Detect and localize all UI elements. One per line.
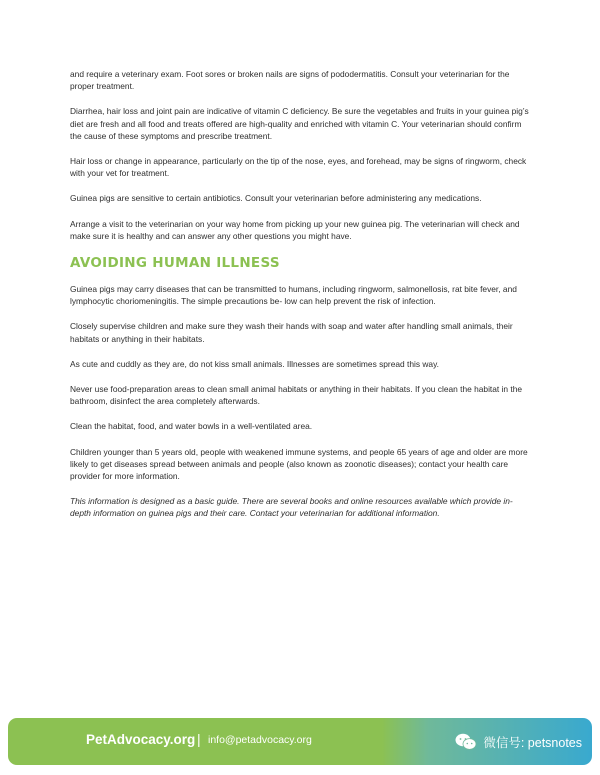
paragraph-vitamin-c: Diarrhea, hair loss and joint pain are indicative of vitamin C deficiency. Be sure the vegetables and fruits in your guinea pig’s diet are fresh and all food and treats offered are high-quality and enriched with vitamin C. Your veterinarian should confirm the cause of these symptoms and prescribe treatment. <box>70 106 529 141</box>
paragraph-pododermatitis: and require a veterinary exam. Foot sores or broken nails are signs of pododermatitis. Consult your veterinarian for the proper treatment. <box>70 69 510 92</box>
wechat-icon <box>455 733 477 751</box>
paragraph-ringworm: Hair loss or change in appearance, particularly on the tip of the nose, eyes, and forehead, may be signs of ringworm, check with your vet for treatment. <box>70 156 527 179</box>
footer-separator: | <box>197 731 201 747</box>
footer-brand-link[interactable]: PetAdvocacy.org <box>86 732 196 747</box>
paragraph-antibiotics: Guinea pigs are sensitive to certain antibiotics. Consult your veterinarian before administering any medications. <box>70 193 482 204</box>
page-content <box>70 68 532 533</box>
footer-email-link[interactable]: info@petadvocacy.org <box>208 734 312 746</box>
watermark <box>455 733 582 751</box>
footer-banner <box>8 718 592 765</box>
paragraph-food-areas: Never use food-preparation areas to clean small animal habitats or anything in their habitats. If you clean the habitat in the bathroom, disinfect the area completely afterwards. <box>70 384 523 407</box>
paragraph-risk-groups: Children younger than 5 years old, people with weakened immune systems, and people 65 years of age and older are more likely to get diseases spread between animals and people (also known as zoonotic diseases); contact your health care provider for more information. <box>70 446 528 482</box>
paragraph-supervise: Closely supervise children and make sure they wash their hands with soap and water after handling small animals, their habitats or anything in their habitats. <box>70 321 513 344</box>
paragraph-vet-visit: Arrange a visit to the veterinarian on your way home from picking up your new guinea pig. The veterinarian will check and make sure it is healthy and can answer any other questions you might have. <box>70 218 520 241</box>
section-heading: AVOIDING HUMAN ILLNESS <box>70 255 280 272</box>
paragraph-ventilation: Clean the habitat, food, and water bowls in a well-ventilated area. <box>70 421 313 432</box>
paragraph-no-kiss: As cute and cuddly as they are, do not kiss small animals. Illnesses are sometimes spread this way. <box>70 358 439 369</box>
watermark-text: 微信号: petsnotes <box>483 736 582 750</box>
disclaimer: This information is designed as a basic guide. There are several books and online resources available which provide in-depth information on guinea pigs and their care. Contact your veterinarian for additional information. <box>70 496 513 519</box>
paragraph-diseases: Guinea pigs may carry diseases that can be transmitted to humans, including ringworm, salmonellosis, rat bite fever, and lymphocytic choriomeningitis. The simple precautions be- low can help prevent the risk of infection. <box>70 284 517 307</box>
